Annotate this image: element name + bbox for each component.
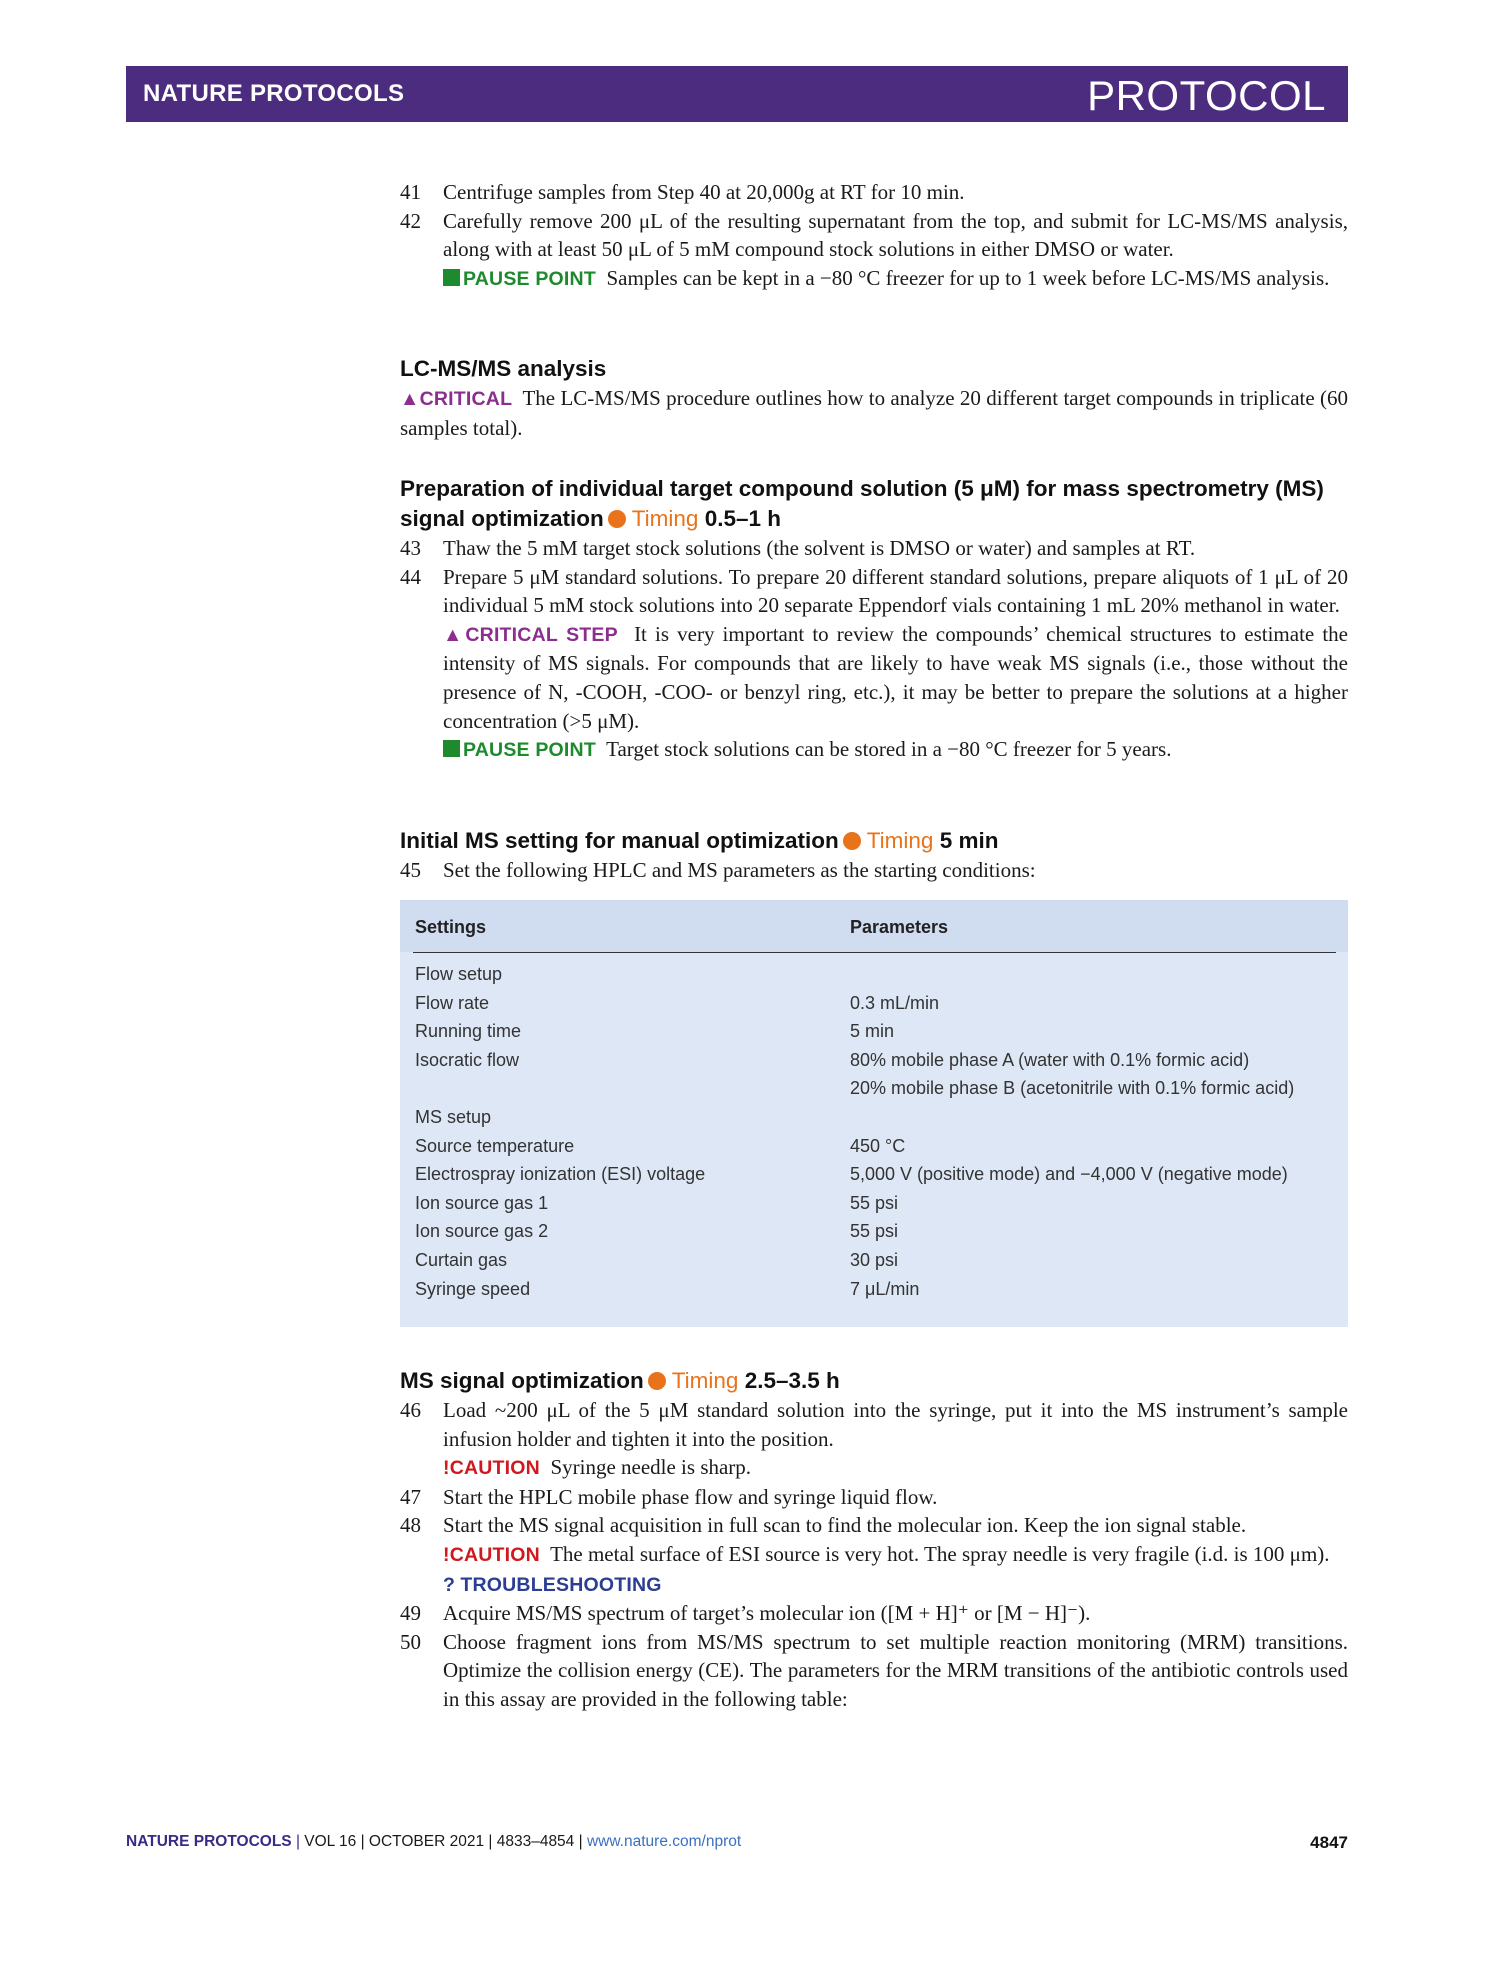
header-settings: Settings — [415, 917, 487, 937]
critical-step-text: It is very important to review the compounds’ chemical structures to estimate the intensity of MS signals. For compounds that are likely to have weak MS signals (i.e., those without the presence of N, -COOH, -COO- or benzyl ring, etc.), it may be better to prepare the solutions at a higher concentration (>5 μM). — [443, 621, 1348, 733]
step-number: 41 — [400, 180, 421, 204]
step-text: Set the following HPLC and MS parameters as the starting conditions: — [443, 858, 1036, 882]
step-text: Start the HPLC mobile phase flow and syringe liquid flow. — [443, 1484, 938, 1509]
timing-dot-icon — [648, 1372, 666, 1390]
step-text: Load ~200 μL of the 5 μM standard solution into the syringe, put it into the MS instrument’s sample infusion holder and tighten it into the position. — [443, 1398, 1348, 1451]
footer-date: OCTOBER 2021 — [368, 1833, 485, 1850]
step-number: 47 — [400, 1484, 421, 1509]
lcms-section — [400, 354, 1348, 442]
timing-label: Timing — [631, 506, 699, 531]
caution-exclamation-icon: ! — [443, 1543, 450, 1566]
table-row — [400, 1164, 1348, 1192]
parameter-cell: 80% mobile phase A (water with 0.1% formic acid) — [850, 1049, 1250, 1070]
timing-label: Timing — [671, 1368, 739, 1393]
table-row — [400, 993, 1348, 1021]
section-heading — [400, 1366, 1348, 1396]
pause-point-text: Samples can be kept in a −80 °C freezer for up to 1 week before LC-MS/MS analysis. — [606, 265, 1330, 290]
step-number: 49 — [400, 1601, 421, 1626]
page-footer: NATURE PROTOCOLS | VOL 16 | OCTOBER 2021 | 4833–4854 | www.nature.com/nprot 4847 — [126, 1833, 1348, 1852]
step-number: 48 — [400, 1513, 421, 1538]
parameter-cell: 55 psi — [850, 1221, 899, 1242]
step-44 — [400, 563, 1348, 765]
setting-cell: MS setup — [415, 1107, 492, 1127]
steps-41-42 — [400, 178, 1348, 293]
parameter-cell: 450 °C — [850, 1135, 906, 1156]
section-heading — [400, 474, 1348, 534]
caution-text: The metal surface of ESI source is very hot. The spray needle is very fragile (i.d. is 100 μm). — [550, 1541, 1330, 1566]
setting-cell: Flow rate — [415, 992, 490, 1013]
parameter-cell: 7 μL/min — [850, 1278, 920, 1299]
caution-note — [443, 1540, 1348, 1570]
table-row — [400, 1078, 1348, 1106]
step-49 — [400, 1599, 1348, 1628]
pause-square-icon — [443, 740, 460, 757]
critical-triangle-icon: ▲ — [443, 623, 466, 646]
footer-pages: 4833–4854 — [496, 1833, 575, 1850]
step-number: 42 — [400, 208, 421, 233]
journal-banner — [126, 66, 1348, 122]
critical-text: The LC-MS/MS procedure outlines how to analyze 20 different target compounds in triplicate (60 samples total). — [400, 386, 1348, 440]
footer-volume: VOL 16 — [304, 1833, 357, 1850]
step-text: Start the MS signal acquisition in full scan to find the molecular ion. Keep the ion signal stable. — [443, 1513, 1247, 1538]
table-row — [400, 1136, 1348, 1164]
caution-tag: CAUTION — [449, 1457, 540, 1480]
pause-point-tag: PAUSE POINT — [463, 267, 596, 290]
table-row — [400, 1250, 1348, 1278]
parameter-cell: 5 min — [850, 1021, 895, 1042]
critical-step-note — [443, 620, 1348, 735]
setting-cell: Syringe speed — [415, 1278, 531, 1299]
setting-cell: Ion source gas 1 — [415, 1192, 549, 1213]
troubleshooting-link[interactable]: TROUBLESHOOTING — [460, 1573, 662, 1596]
step-text: Carefully remove 200 μL of the resulting supernatant from the top, and submit for LC-MS/MS analysis, along with at least 50 μL of 5 mM compound stock solutions in either DMSO or water. — [443, 208, 1348, 262]
page-number: 4847 — [1310, 1833, 1348, 1852]
preparation-section — [400, 474, 1348, 765]
critical-triangle-icon: ▲ — [400, 388, 420, 410]
parameter-cell: 0.3 mL/min — [850, 992, 940, 1013]
table-row — [400, 1107, 1348, 1135]
pause-point-text: Target stock solutions can be stored in a −80 °C freezer for 5 years. — [606, 737, 1172, 762]
article-type: PROTOCOL — [1087, 72, 1326, 119]
table-row — [400, 1021, 1348, 1049]
footer-url-link[interactable]: www.nature.com/nprot — [586, 1833, 742, 1850]
troubleshooting-note[interactable] — [443, 1570, 1348, 1600]
step-number: 44 — [400, 564, 421, 589]
heading-text: Initial MS setting for manual optimization — [400, 828, 839, 853]
pause-point-tag: PAUSE POINT — [463, 739, 596, 762]
step-41 — [400, 178, 1348, 207]
setting-cell: Ion source gas 2 — [415, 1221, 549, 1242]
table-row — [400, 1221, 1348, 1249]
step-text: Acquire MS/MS spectrum of target’s molecular ion ([M + H]⁺ or [M − H]⁻). — [443, 1601, 1091, 1626]
step-47 — [400, 1483, 1348, 1512]
timing-dot-icon — [843, 832, 861, 850]
footer-journal: NATURE PROTOCOLS — [126, 1833, 292, 1850]
setting-cell: Curtain gas — [415, 1250, 508, 1270]
step-text: Centrifuge samples from Step 40 at 20,000g at RT for 10 min. — [443, 180, 965, 204]
settings-table — [400, 900, 1348, 1327]
step-text: Prepare 5 μM standard solutions. To prepare 20 different standard solutions, prepare aliquots of 1 μL of 20 individual 5 mM stock solutions into 20 separate Eppendorf vials containing 1 mL 20% methanol in water. — [443, 564, 1348, 618]
parameter-cell: 30 psi — [850, 1250, 899, 1270]
initial-ms-section — [400, 826, 1348, 885]
pause-point-note — [443, 735, 1348, 765]
step-number: 50 — [400, 1629, 421, 1654]
timing-label: Timing — [866, 828, 934, 853]
step-number: 45 — [400, 858, 421, 882]
section-heading: LC-MS/MS analysis — [400, 356, 607, 381]
header-parameters: Parameters — [850, 917, 949, 937]
table-row — [400, 1193, 1348, 1221]
setting-cell: Electrospray ionization (ESI) voltage — [415, 1164, 706, 1185]
ms-optimization-section — [400, 1366, 1348, 1714]
step-text: Thaw the 5 mM target stock solutions (the solvent is DMSO or water) and samples at RT. — [443, 536, 1196, 560]
heading-text: Preparation of individual target compound solution (5 μM) for mass spectrometry (MS) signal optimization — [400, 476, 1324, 531]
critical-step-tag: CRITICAL STEP — [465, 623, 618, 646]
pause-point-note — [443, 264, 1348, 294]
journal-name: NATURE PROTOCOLS — [143, 80, 405, 107]
step-number: 46 — [400, 1398, 421, 1422]
caution-tag: CAUTION — [449, 1543, 540, 1566]
step-text: Choose fragment ions from MS/MS spectrum to set multiple reaction monitoring (MRM) transitions. Optimize the collision energy (CE). The parameters for the MRM transitions of the antibiotic controls used in this assay are provided in the following table: — [443, 1629, 1348, 1711]
heading-text: MS signal optimization — [400, 1368, 644, 1393]
caution-exclamation-icon: ! — [443, 1457, 450, 1480]
timing-value: 2.5–3.5 h — [744, 1368, 840, 1393]
step-48 — [400, 1511, 1348, 1599]
table-header — [400, 900, 1348, 952]
setting-cell: Running time — [415, 1021, 522, 1042]
step-50 — [400, 1628, 1348, 1714]
parameter-cell: 20% mobile phase B (acetonitrile with 0.1% formic acid) — [850, 1078, 1295, 1099]
timing-value: 5 min — [939, 828, 999, 853]
header-rule — [413, 952, 1336, 953]
setting-cell: Isocratic flow — [415, 1049, 520, 1070]
parameter-cell: 55 psi — [850, 1192, 899, 1213]
step-43 — [400, 534, 1348, 563]
step-46 — [400, 1396, 1348, 1483]
table-row — [400, 964, 1348, 992]
caution-text: Syringe needle is sharp. — [550, 1455, 752, 1480]
step-number: 43 — [400, 536, 421, 560]
critical-tag: CRITICAL — [419, 388, 513, 410]
caution-note — [443, 1453, 1348, 1483]
table-row — [400, 1279, 1348, 1307]
timing-dot-icon — [608, 510, 626, 528]
pause-square-icon — [443, 269, 460, 286]
setting-cell: Source temperature — [415, 1135, 575, 1156]
timing-value: 0.5–1 h — [704, 506, 782, 531]
step-45 — [400, 856, 1348, 885]
section-heading — [400, 826, 1348, 856]
critical-note — [400, 384, 1348, 442]
parameter-cell: 5,000 V (positive mode) and −4,000 V (negative mode) — [850, 1164, 1288, 1185]
table-row — [400, 1050, 1348, 1078]
step-42 — [400, 207, 1348, 294]
setting-cell: Flow setup — [415, 964, 503, 984]
question-mark-icon: ? — [443, 1573, 456, 1596]
